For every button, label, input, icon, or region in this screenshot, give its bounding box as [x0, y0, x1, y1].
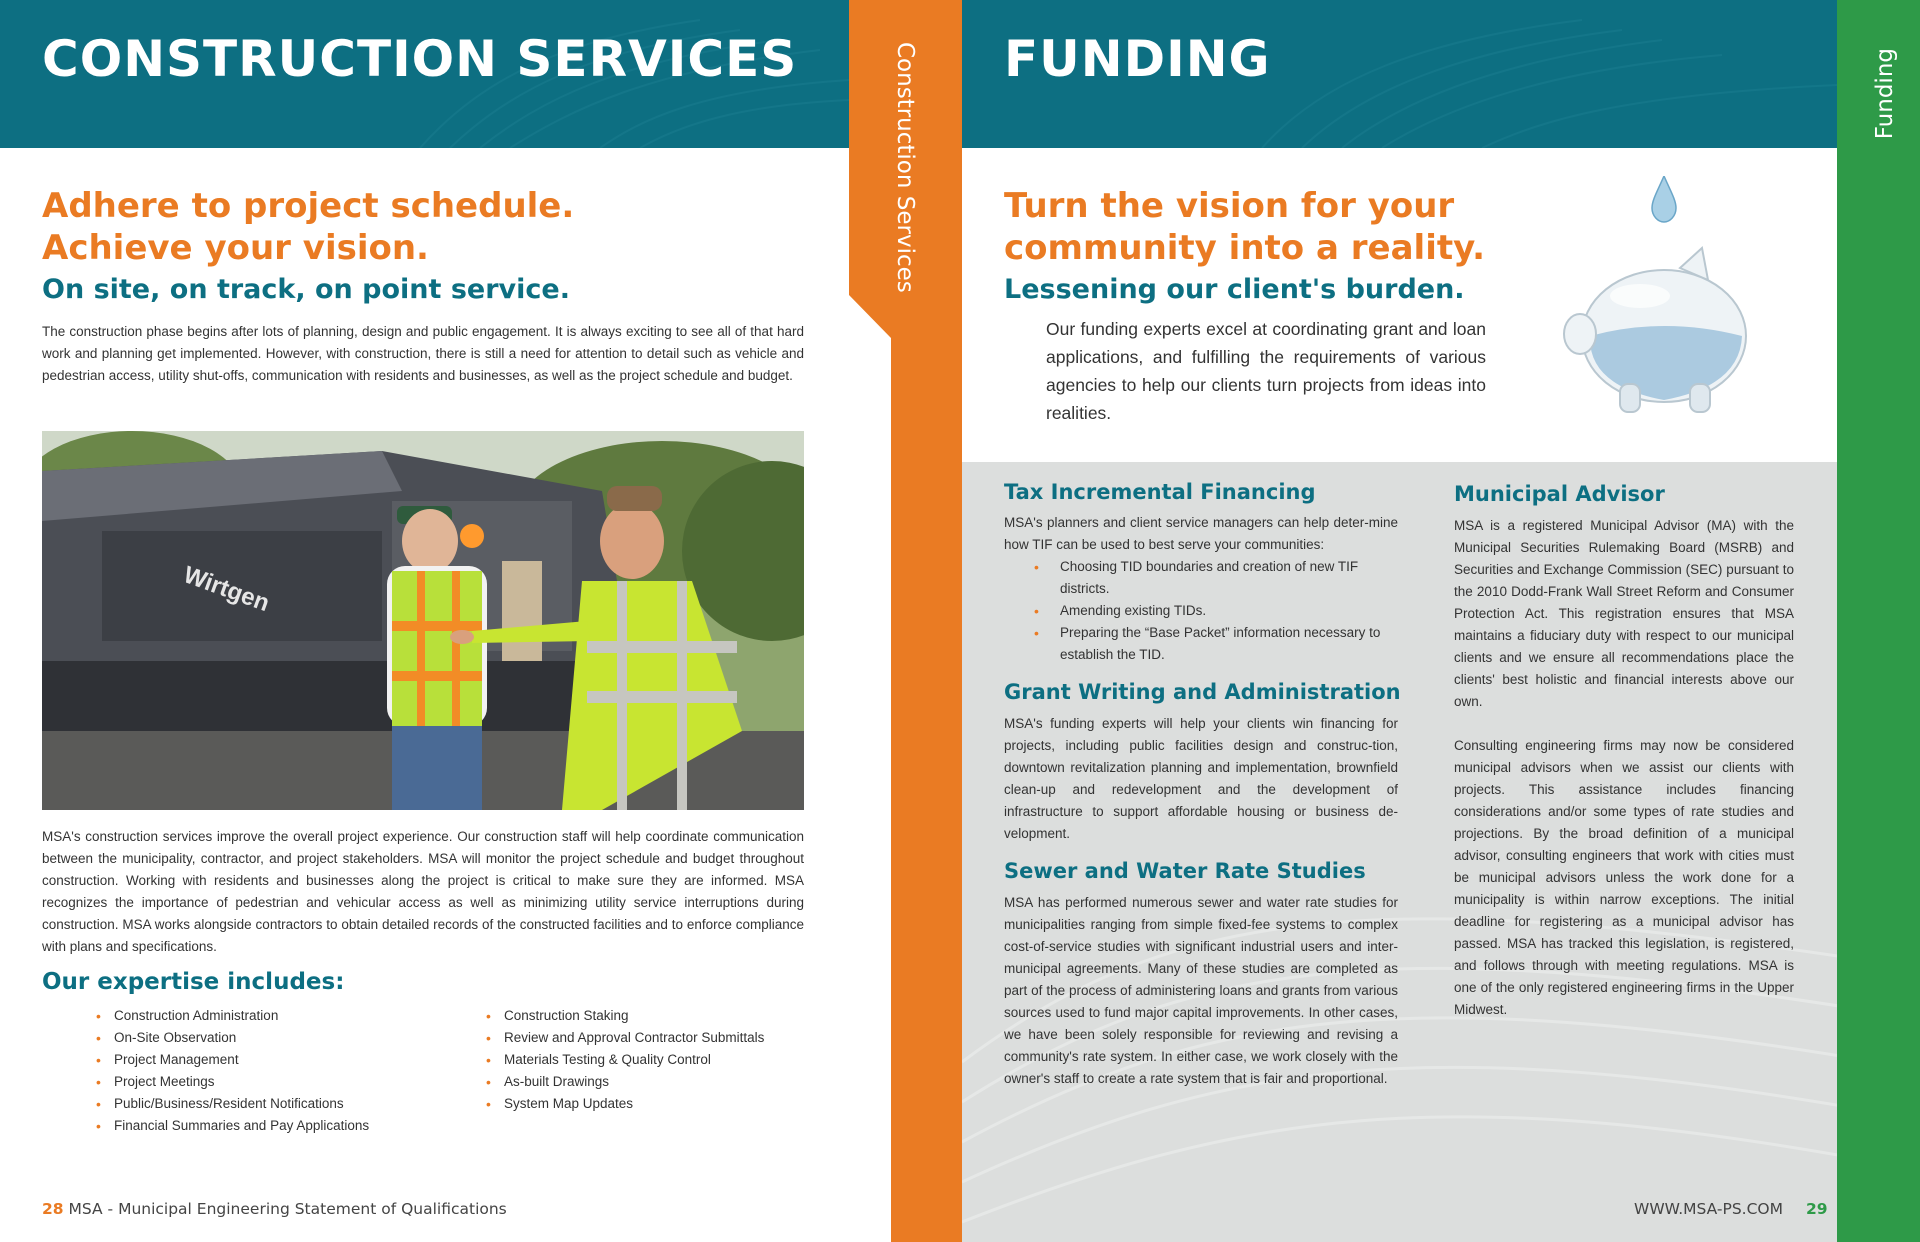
bullet-dot-icon: • — [486, 1096, 491, 1112]
tab-label-construction — [858, 42, 918, 293]
tif-bullet-list — [1030, 556, 1400, 666]
piggy-bank-illustration — [1560, 176, 1756, 424]
list-item: • System Map Updates — [482, 1093, 812, 1115]
footer-right — [1634, 1200, 1828, 1218]
list-item: • Construction Staking — [482, 1005, 812, 1027]
expertise-list-col1 — [92, 1005, 422, 1137]
list-item: • Construction Administration — [92, 1005, 422, 1027]
subheadline-funding: Lessening our client's burden. — [1004, 274, 1465, 305]
advisor-body-1: MSA is a registered Municipal Advisor (MA) with the Municipal Securities Rulemaking Board (MSRB) and Securities and Exchange Commission (SEC) pursuant to the 2010 Dodd-Frank Wall Street Reform and Consumer Protection Act. This registration ensures that MSA maintains a fiduciary duty with respect to our municipal clients and we ensure all recommendations place the clients' best holistic and financial interests above our own. — [1454, 518, 1794, 709]
header-band-funding — [962, 0, 1837, 148]
bullet-dot-icon: • — [1034, 625, 1039, 641]
subheadline-construction: On site, on track, on point service. — [42, 274, 570, 305]
grant-heading: Grant Writing and Administration — [1004, 680, 1401, 704]
bullet-dot-icon: • — [96, 1052, 101, 1068]
header-band-construction — [0, 0, 849, 148]
tab-label-funding: Funding — [1872, 48, 1898, 140]
headline-line1: Adhere to project schedule. — [42, 186, 575, 226]
expertise-list-col2 — [482, 1005, 812, 1115]
machine-brand-label: Wirtgen — [179, 561, 273, 618]
water-droplet-icon — [1652, 176, 1676, 222]
construction-photo — [42, 431, 804, 810]
list-item: • Public/Business/Resident Notifications — [92, 1093, 422, 1115]
intro-paragraph-funding: Our funding experts excel at coordinating grant and loan applications, and fulfilling the requirements of various agencies to help our clients turn projects from ideas into realities. — [1046, 319, 1486, 423]
list-item: • Preparing the “Base Packet” information necessary to establish the TID. — [1030, 622, 1400, 666]
bullet-dot-icon: • — [1034, 559, 1039, 575]
tif-body: MSA's planners and client service managers can help deter-mine how TIF can be used to best serve your communities: — [1004, 515, 1398, 552]
list-item: • Project Meetings — [92, 1071, 422, 1093]
bullet-dot-icon: • — [96, 1118, 101, 1134]
page-number-right: 29 — [1805, 1200, 1828, 1218]
footer-website-link[interactable]: WWW.MSA-PS.COM — [1634, 1200, 1783, 1218]
expertise-heading: Our expertise includes: — [42, 969, 345, 995]
list-item: • Review and Approval Contractor Submittals — [482, 1027, 812, 1049]
page-title-construction: CONSTRUCTION SERVICES — [42, 30, 798, 88]
headline-line1: Turn the vision for your — [1004, 186, 1455, 226]
list-item: • Project Management — [92, 1049, 422, 1071]
bullet-dot-icon: • — [486, 1008, 491, 1024]
bullet-dot-icon: • — [486, 1030, 491, 1046]
page-number-left: 28 — [42, 1200, 64, 1218]
grant-body: MSA's funding experts will help your clients win financing for projects, including public facilities design and construc-tion, downtown revitalization planning and implementation, brownfield clean-up and redevelopment and the development of infrastructure to support affordable housing or business de-velopment. — [1004, 716, 1398, 841]
headline-line2: community into a reality. — [1004, 228, 1486, 268]
list-item: • Materials Testing & Quality Control — [482, 1049, 812, 1071]
headline-construction — [42, 185, 802, 269]
bullet-dot-icon: • — [1034, 603, 1039, 619]
list-item: • Amending existing TIDs. — [1030, 600, 1400, 622]
body-paragraph-construction: MSA's construction services improve the overall project experience. Our construction staff will help coordinate communication between the municipality, contractor, and project stakeholders. MSA will monitor the project schedule and budget throughout construction. Working with residents and businesses along the project is critical to make sure they are informed. MSA recognizes the importance of pedestrian and vehicular access as well as minimizing utility service interruptions during construction. MSA works alongside contractors to obtain detailed records of the constructed facilities and to enforce compliance with plans and specifications. — [42, 829, 804, 954]
footer-left — [42, 1200, 507, 1218]
list-item: • On-Site Observation — [92, 1027, 422, 1049]
bullet-dot-icon: • — [96, 1030, 101, 1046]
bullet-dot-icon: • — [486, 1074, 491, 1090]
tif-heading: Tax Incremental Financing — [1004, 480, 1316, 504]
list-item: • Choosing TID boundaries and creation of new TIF districts. — [1030, 556, 1400, 600]
advisor-heading: Municipal Advisor — [1454, 482, 1665, 506]
bullet-dot-icon: • — [96, 1008, 101, 1024]
piggy-bank-icon — [1560, 176, 1756, 424]
construction-workers-illustration — [42, 431, 804, 810]
intro-paragraph-construction: The construction phase begins after lots of planning, design and public engagement. It is always exciting to see all of that hard work and planning get implemented. However, with construction, there is still a need for attention to detail such as vehicle and pedestrian access, utility shut-offs, communication with residents and businesses, as well as the project schedule and budget. — [42, 324, 804, 383]
list-item: • Financial Summaries and Pay Applications — [92, 1115, 422, 1137]
green-section-tab — [1837, 0, 1920, 1242]
sewer-heading: Sewer and Water Rate Studies — [1004, 859, 1366, 883]
bullet-dot-icon: • — [96, 1074, 101, 1090]
list-item: • As-built Drawings — [482, 1071, 812, 1093]
footer-publication-title: MSA - Municipal Engineering Statement of Qualifications — [68, 1200, 507, 1218]
headline-line2: Achieve your vision. — [42, 228, 429, 268]
headline-funding — [1004, 185, 1524, 269]
bullet-dot-icon: • — [96, 1096, 101, 1112]
tab-label-line2: Services — [892, 195, 918, 293]
tab-label-line1: Construction — [892, 42, 918, 189]
sewer-body: MSA has performed numerous sewer and water rate studies for municipalities ranging from simple fixed-fee systems to complex cost-of-service studies with significant industrial users and inter-municipal agreements. Many of these studies are completed as part of the process of administering loans and grants from various sources used to fund major capital improvements. In other cases, we have been solely responsible for reviewing and revising a community's rate system. In either case, we work closely with the owner's staff to create a rate system that is fair and proportional. — [1004, 895, 1398, 1086]
page-title-funding: FUNDING — [1004, 30, 1271, 88]
bullet-dot-icon: • — [486, 1052, 491, 1068]
advisor-body-2: Consulting engineering firms may now be considered municipal advisors when we assist our clients with projects. This assistance includes financing considerations and/or some types of rate studies and projections. By the broad definition of a municipal advisor, consulting engineers that work with cities must be municipal advisors unless the work done for a municipality is within narrow exceptions. The initial deadline for registering as a municipal advisor has passed. MSA has tracked this legislation, is registered, and follows through with meeting regulations. MSA is one of the only registered engineering firms in the Upper Midwest. — [1454, 738, 1794, 1017]
